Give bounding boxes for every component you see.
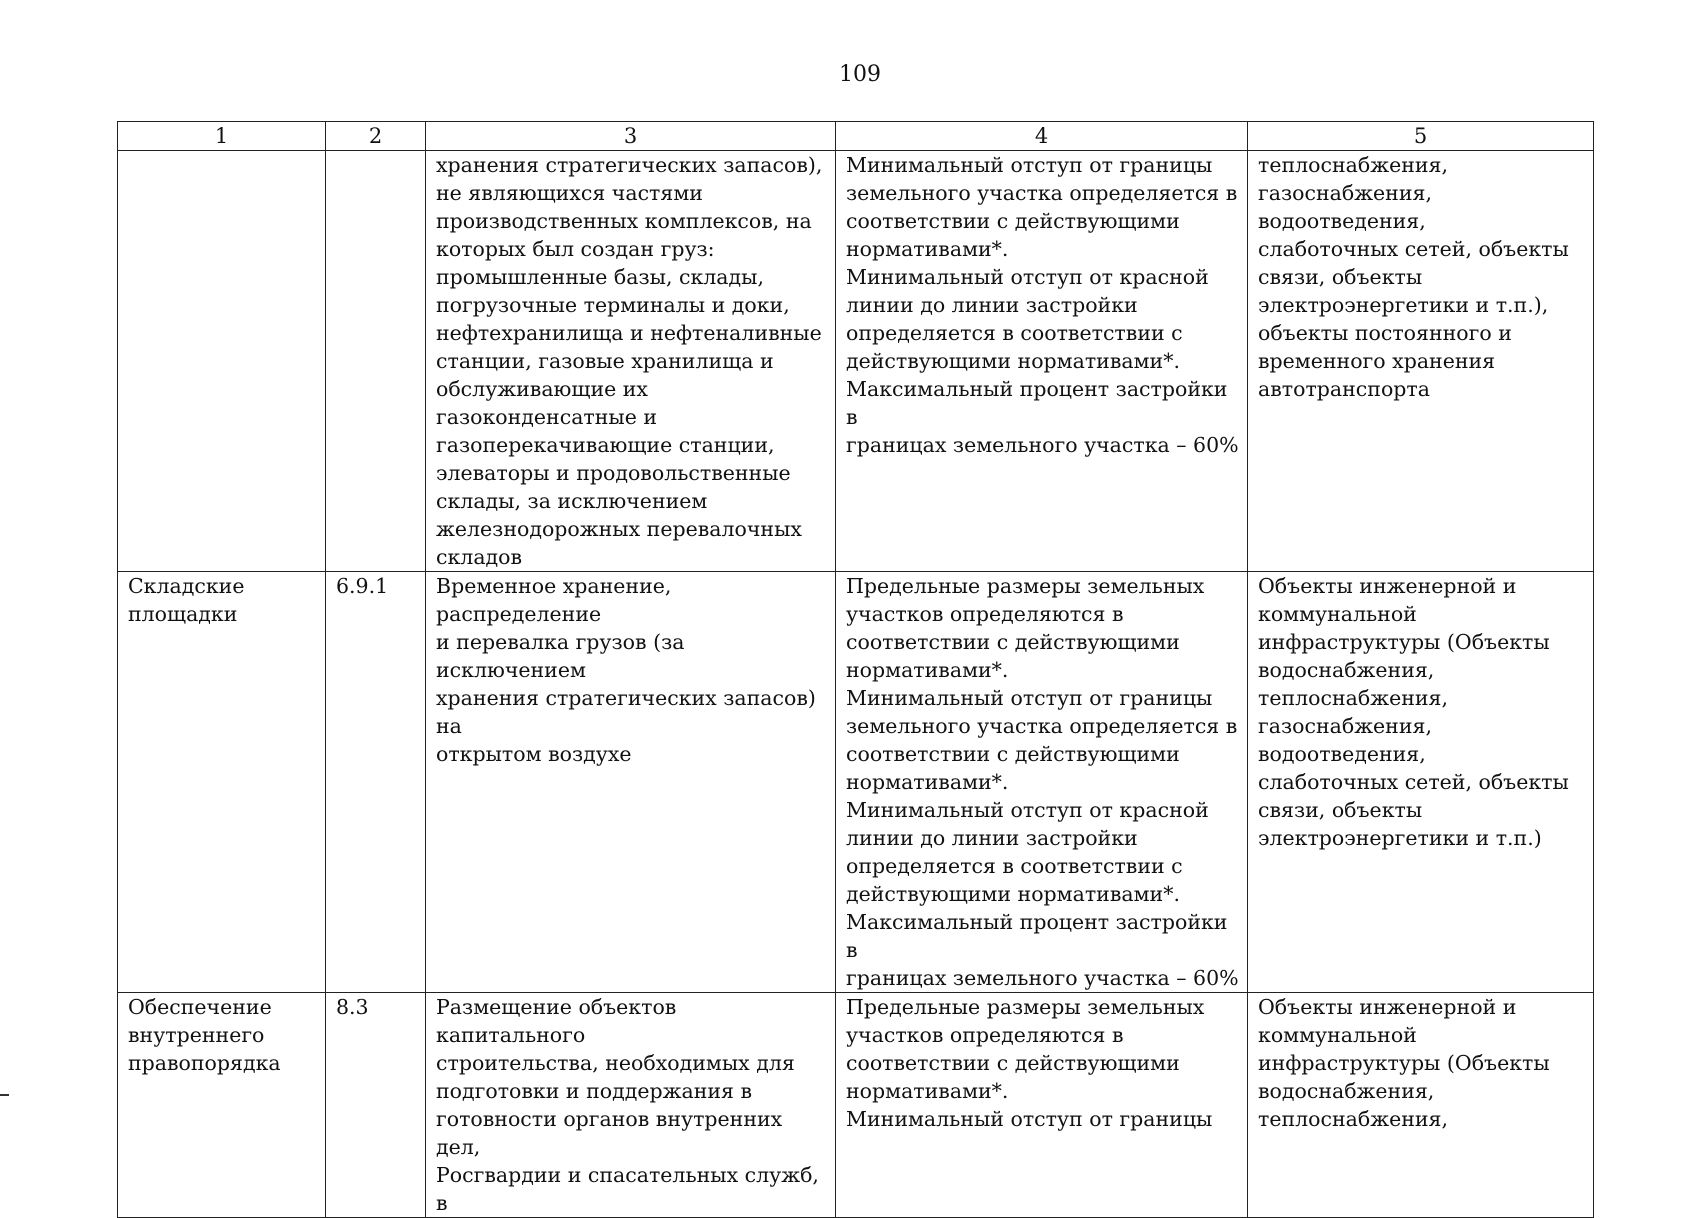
auxiliary-uses-cell: теплоснабжения, газоснабжения, водоотведения, слаботочных сетей, объекты связи, объекты электроэнергетики и т.п.), объекты постоянного и временного хранения автотранспорта — [1248, 151, 1594, 572]
parameters-cell: Предельные размеры земельных участков определяются в соответствии с действующими нормативами*. Минимальный отступ от границы земельного участка определяется в соответствии с действующими нормативами*. Минимальный отступ от красной линии до линии застройки определяется в соответствии с действующими нормативами*. Максимальный процент застройки в границах земельного участка – 60% — [836, 572, 1248, 993]
page-number: 109 — [839, 62, 881, 87]
use-type-cell — [118, 151, 326, 572]
header-col-4: 4 — [836, 122, 1248, 151]
header-col-1: 1 — [118, 122, 326, 151]
header-row — [118, 122, 1594, 151]
header-col-3: 3 — [426, 122, 836, 151]
table-row — [118, 993, 1594, 1218]
description-cell: хранения стратегических запасов), не являющихся частями производственных комплексов, на которых был создан груз: промышленные базы, склады, погрузочные терминалы и доки, нефтехранилища и нефтеналивные станции, газовые хранилища и обслуживающие их газоконденсатные и газоперекачивающие станции, элеваторы и продовольственные склады, за исключением железнодорожных перевалочных складов — [426, 151, 836, 572]
parameters-cell: Предельные размеры земельных участков определяются в соответствии с действующими нормативами*. Минимальный отступ от границы — [836, 993, 1248, 1218]
auxiliary-uses-cell: Объекты инженерной и коммунальной инфраструктуры (Объекты водоснабжения, теплоснабжения, — [1248, 993, 1594, 1218]
header-col-2: 2 — [326, 122, 426, 151]
description-cell: Размещение объектов капитального строительства, необходимых для подготовки и поддержания в готовности органов внутренних дел, Росгвардии и спасательных служб, в — [426, 993, 836, 1218]
code-cell: 8.3 — [326, 993, 426, 1218]
margin-mark — [0, 1094, 9, 1096]
header-col-5: 5 — [1248, 122, 1594, 151]
code-cell: 6.9.1 — [326, 572, 426, 993]
table-row — [118, 151, 1594, 572]
auxiliary-uses-cell: Объекты инженерной и коммунальной инфраструктуры (Объекты водоснабжения, теплоснабжения, газоснабжения, водоотведения, слаботочных сетей, объекты связи, объекты электроэнергетики и т.п.) — [1248, 572, 1594, 993]
description-cell: Временное хранение, распределение и перевалка грузов (за исключением хранения стратегических запасов) на открытом воздухе — [426, 572, 836, 993]
use-type-cell: Обеспечение внутреннего правопорядка — [118, 993, 326, 1218]
table-row — [118, 572, 1594, 993]
parameters-cell: Минимальный отступ от границы земельного участка определяется в соответствии с действующими нормативами*. Минимальный отступ от красной линии до линии застройки определяется в соответствии с действующими нормативами*. Максимальный процент застройки в границах земельного участка – 60% — [836, 151, 1248, 572]
code-cell — [326, 151, 426, 572]
land-use-table — [117, 121, 1594, 1218]
use-type-cell: Складские площадки — [118, 572, 326, 993]
